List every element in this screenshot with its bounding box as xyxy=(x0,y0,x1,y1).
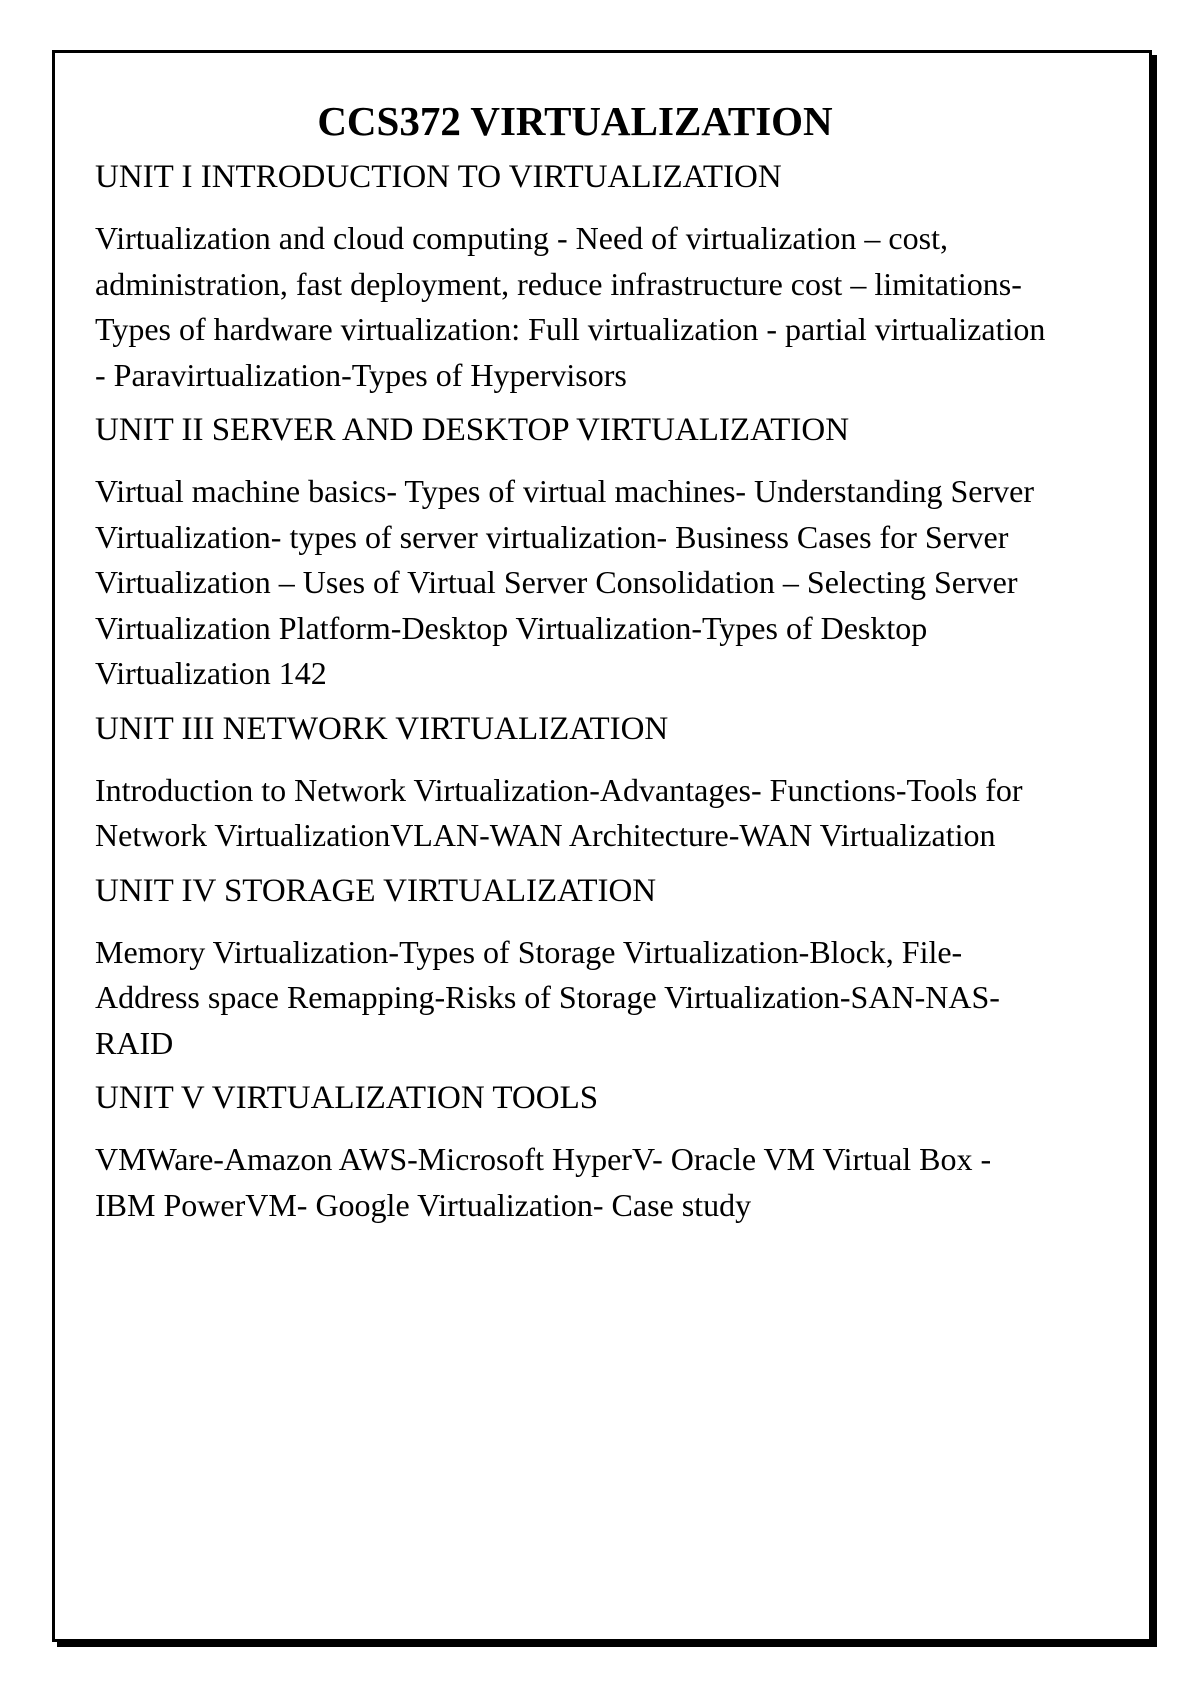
unit-2-heading: UNIT II SERVER AND DESKTOP VIRTUALIZATION xyxy=(95,412,850,448)
unit-5-body: VMWare-Amazon AWS-Microsoft HyperV- Oracle VM Virtual Box - IBM PowerVM- Google Virtualization- Case study xyxy=(95,1141,992,1223)
syllabus-content xyxy=(95,95,1055,1228)
unit-1-body: Virtualization and cloud computing - Need of virtualization – cost, administration, fast deployment, reduce infrastructure cost – limitations- Types of hardware virtualization: Full virtualization - partial virtualization - Paravirtualization-Types of Hypervisors xyxy=(95,220,1046,393)
unit-3-body: Introduction to Network Virtualization-Advantages- Functions-Tools for Network VirtualizationVLAN-WAN Architecture-WAN Virtualization xyxy=(95,771,1023,853)
unit-4-section xyxy=(95,869,1055,1067)
unit-5-heading: UNIT V VIRTUALIZATION TOOLS xyxy=(95,1080,599,1116)
unit-1-section xyxy=(95,155,1055,398)
unit-2-section xyxy=(95,408,1055,697)
unit-2-body: Virtual machine basics- Types of virtual machines- Understanding Server Virtualization- types of server virtualization- Business Cases for Server Virtualization – Uses of Virtual Server Consolidation – Selecting Server Virtualization Platform-Desktop Virtualization-Types of Desktop Virtualization 142 xyxy=(95,473,1034,691)
document-title: CCS372 VIRTUALIZATION xyxy=(317,98,833,144)
unit-4-body: Memory Virtualization-Types of Storage Virtualization-Block, File-Address space Remapping-Risks of Storage Virtualization-SAN-NAS-RAID xyxy=(95,933,1000,1061)
unit-1-heading: UNIT I INTRODUCTION TO VIRTUALIZATION xyxy=(95,159,782,195)
unit-5-section xyxy=(95,1076,1055,1228)
unit-3-heading: UNIT III NETWORK VIRTUALIZATION xyxy=(95,710,669,747)
unit-4-heading: UNIT IV STORAGE VIRTUALIZATION xyxy=(95,872,657,909)
unit-3-section xyxy=(95,707,1055,859)
